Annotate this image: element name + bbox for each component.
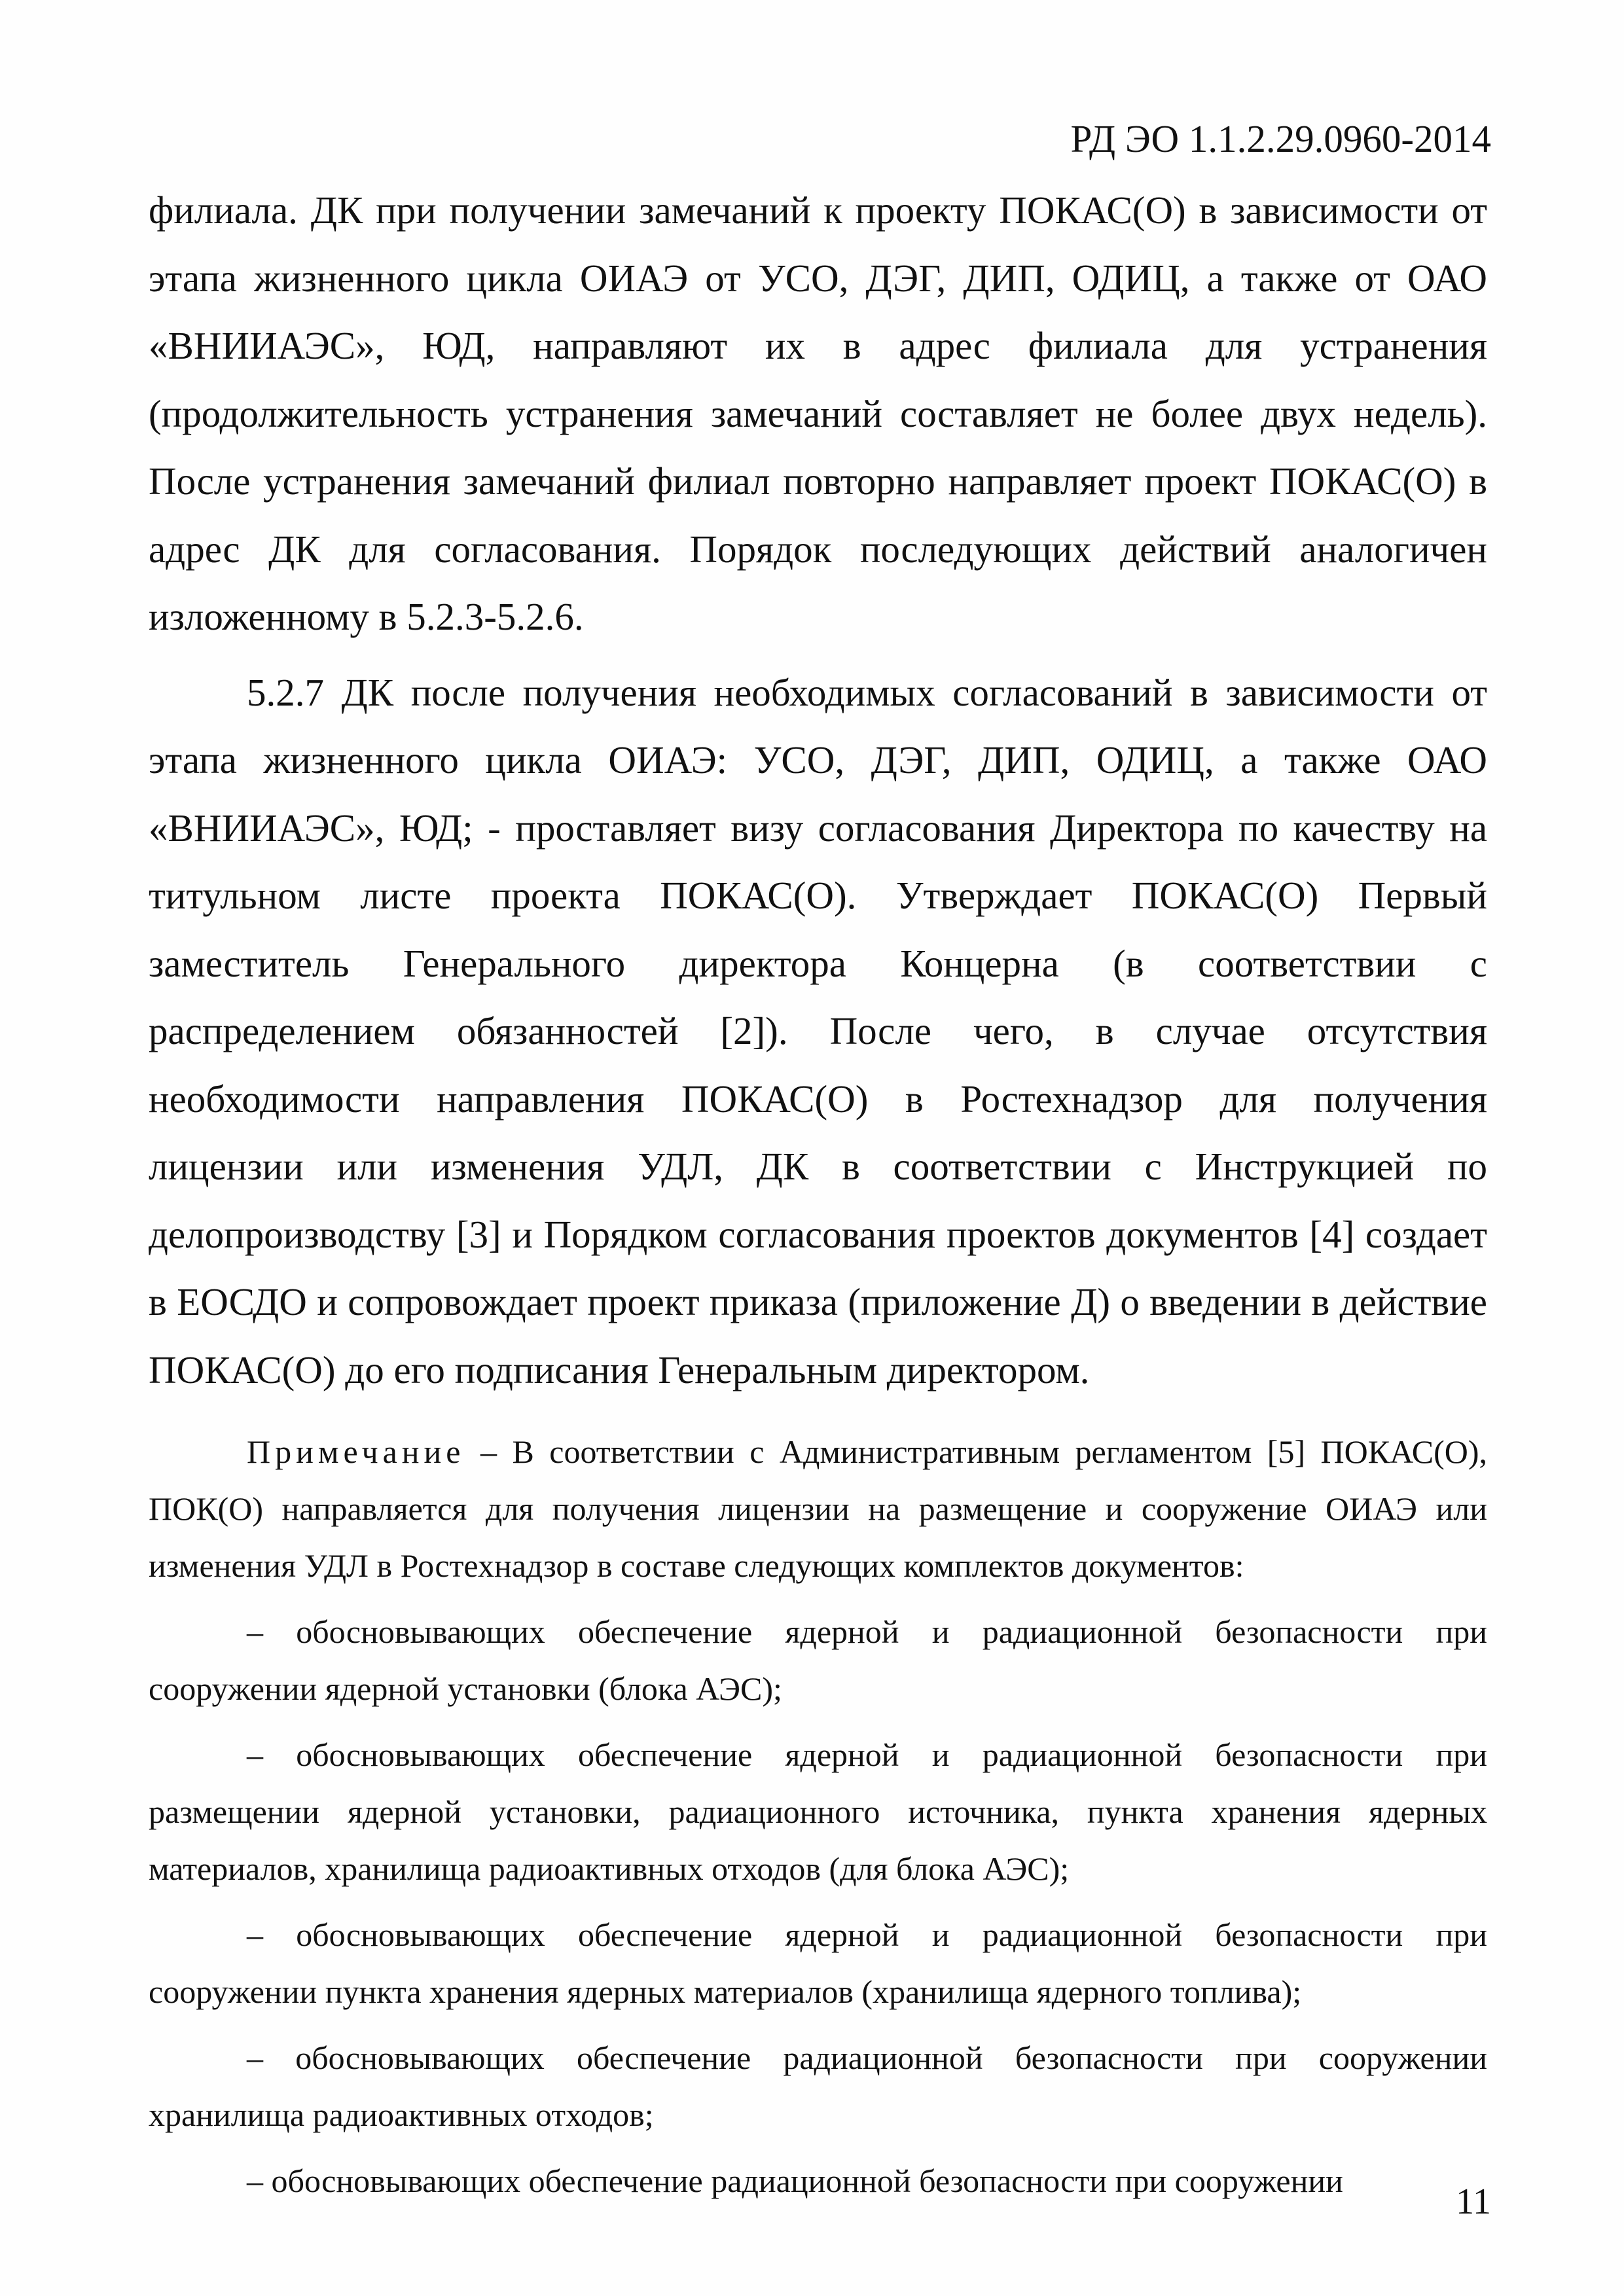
note-label: Примечание: [247, 1433, 465, 1470]
page-number: 11: [1456, 2181, 1491, 2222]
note-block: [149, 1424, 1487, 2210]
note-dash: –: [465, 1433, 513, 1470]
main-text: [149, 177, 1487, 1404]
note-list-item: – обосновывающих обеспечение ядерной и радиационной безопасности при сооружении пункта хранения ядерных материалов (хранилища ядерного топлива);: [149, 1916, 1487, 2010]
note-intro: [149, 1424, 1487, 1594]
note-text: В соответствии с Административным регламентом [5] ПОКАС(О), ПОК(О) направляется для получения лицензии на размещение и сооружение ОИАЭ или изменения УДЛ в Ростехнадзор в составе следующих комплектов документов:: [149, 1433, 1487, 1584]
note-list-item: – обосновывающих обеспечение ядерной и радиационной безопасности при сооружении ядерной установки (блока АЭС);: [149, 1613, 1487, 1707]
note-list-item: – обосновывающих обеспечение радиационной безопасности при сооружении хранилища радиоактивных отходов;: [149, 2039, 1487, 2133]
paragraph-5-2-7: 5.2.7 ДК после получения необходимых согласований в зависимости от этапа жизненного цикла ОИАЭ: УСО, ДЭГ, ДИП, ОДИЦ, а также ОАО «ВНИИАЭС», ЮД; - проставляет визу согласования Директора по качеству на титульном листе проекта ПОКАС(О). Утверждает ПОКАС(О) Первый заместитель Генерального директора Концерна (в соответствии с распределением обязанностей [2]). После чего, в случае отсутствия необходимости направления ПОКАС(О) в Ростехнадзор для получения лицензии или изменения УДЛ, ДК в соответствии с Инструкцией по делопроизводству [3] и Порядком согласования проектов документов [4] создает в ЕОСДО и сопровождает проект приказа (приложение Д) о введении в действие ПОКАС(О) до его подписания Генеральным директором.: [149, 670, 1487, 1391]
note-list-item: – обосновывающих обеспечение ядерной и радиационной безопасности при размещении ядерной установки, радиационного источника, пункта хранения ядерных материалов, хранилища радиоактивных отходов (для блока АЭС);: [149, 1736, 1487, 1887]
document-code: РД ЭО 1.1.2.29.0960-2014: [1070, 117, 1491, 160]
note-list-item: – обосновывающих обеспечение радиационной безопасности при сооружении: [247, 2162, 1343, 2199]
paragraph-continuation: филиала. ДК при получении замечаний к проекту ПОКАС(О) в зависимости от этапа жизненного цикла ОИАЭ от УСО, ДЭГ, ДИП, ОДИЦ, а также от ОАО «ВНИИАЭС», ЮД, направляют их в адрес филиала для устранения (продолжительность устранения замечаний составляет не более двух недель). После устранения замечаний филиал повторно направляет проект ПОКАС(О) в адрес ДК для согласования. Порядок последующих действий аналогичен изложенному в 5.2.3-5.2.6.: [149, 188, 1487, 638]
